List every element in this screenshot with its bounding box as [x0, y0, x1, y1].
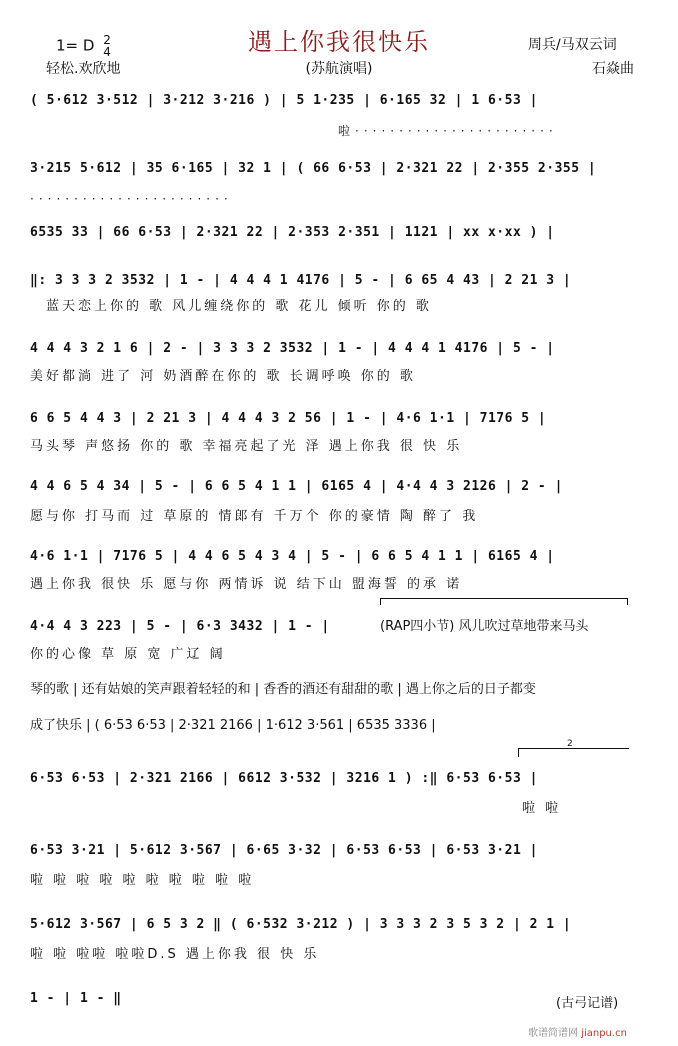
key-label: 1= D: [56, 36, 95, 55]
score-line-1-lyrics: 啦·······················: [338, 124, 558, 138]
score-line-6-lyrics: 马头琴 声悠扬 你的 歌 幸福亮起了光 泽 遇上你我 很 快 乐: [30, 439, 463, 454]
score-line-8-lyrics: 遇上你我 很快 乐 愿与你 两情诉 说 结下山 盟海誓 的承 诺: [30, 577, 463, 592]
score-line-11-rap: 成了快乐 | ( 6·53 6·53 | 2·321 2166 | 1·612 3·561 | 6535 3336 |: [30, 718, 436, 733]
time-signature: [103, 34, 111, 58]
score-line-2-notes: 3·215 5·612 | 35 6·165 | 32 1 | ( 66 6·53 | 2·321 22 | 2·355 2·355 |: [30, 161, 597, 176]
score-line-13-notes: 6·53 3·21 | 5·612 3·567 | 6·65 3·32 | 6·53 6·53 | 6·53 3·21 |: [30, 843, 538, 858]
lyricist-credit: 周兵/马双云词: [528, 37, 617, 53]
score-line-8-notes: 4·6 1·1 | 7176 5 | 4 4 6 5 4 3 4 | 5 - | 6 6 5 4 1 1 | 6165 4 |: [30, 549, 555, 564]
score-line-7-notes: 4 4 6 5 4 34 | 5 - | 6 6 5 4 1 1 | 6165 4 | 4·4 4 3 2126 | 2 - |: [30, 479, 563, 494]
score-line-10-rap: 琴的歌 | 还有姑娘的笑声跟着轻轻的和 | 香香的酒还有甜甜的歌 | 遇上你之后的日子都变: [30, 682, 536, 697]
score-line-6-notes: 6 6 5 4 4 3 | 2 21 3 | 4 4 4 3 2 56 | 1 - | 4·6 1·1 | 7176 5 |: [30, 411, 547, 426]
transcriber-credit: (古弓记谱): [556, 996, 619, 1011]
singer-credit: (苏航演唱): [305, 61, 373, 77]
time-top: 2: [103, 33, 111, 47]
composer-credit: 石焱曲: [592, 61, 634, 77]
score-line-15-notes: 1 - | 1 - ‖: [30, 991, 122, 1006]
tempo-marking: 轻松.欢欣地: [46, 61, 121, 77]
score-line-9-rap: (RAP四小节) 风儿吹过草地带来马头: [380, 619, 589, 634]
watermark-url: jianpu.cn: [581, 1028, 627, 1039]
score-line-3-notes: 6535 33 | 66 6·53 | 2·321 22 | 2·353 2·351 | 1121 | xx x·xx ) |: [30, 225, 555, 240]
score-line-1-notes: ( 5·612 3·512 | 3·212 3·216 ) | 5 1·235 | 6·165 32 | 1 6·53 |: [30, 93, 538, 108]
time-bottom: 4: [103, 45, 111, 59]
score-line-5-notes: 4 4 4 3 2 1 6 | 2 - | 3 3 3 2 3532 | 1 - | 4 4 4 1 4176 | 5 - |: [30, 341, 555, 356]
score-line-5-lyrics: 美好都淌 进了 河 奶酒醉在你的 歌 长调呼唤 你的 歌: [30, 369, 416, 384]
score-line-12-notes: 6·53 6·53 | 2·321 2166 | 6612 3·532 | 3216 1 ) :‖ 6·53 6·53 |: [30, 771, 538, 786]
rap-bracket: [380, 598, 628, 605]
site-watermark: [528, 1024, 627, 1039]
score-line-4-notes: ‖: 3 3 3 2 3532 | 1 - | 4 4 4 1 4176 | 5 - | 6 65 4 43 | 2 21 3 |: [30, 273, 572, 288]
score-line-13-lyrics: 啦 啦 啦 啦 啦 啦 啦 啦 啦 啦: [30, 873, 255, 888]
watermark-prefix: 歌谱简谱网: [528, 1028, 578, 1039]
score-line-2-lyrics: ·······················: [30, 192, 233, 206]
score-line-9-lyrics: 你的心像 草 原 宽 广辽 阔: [30, 647, 226, 662]
volta-number: 2: [567, 739, 573, 749]
score-line-9-notes: 4·4 4 3 223 | 5 - | 6·3 3432 | 1 - |: [30, 619, 330, 634]
score-line-4-lyrics: 蓝天恋上你的 歌 风儿缠绕你的 歌 花儿 倾听 你的 歌: [46, 299, 432, 314]
key-signature: [56, 34, 111, 58]
score-line-14-lyrics: 啦 啦 啦啦 啦啦D.S 遇上你我 很 快 乐: [30, 947, 320, 962]
song-title: 遇上你我很快乐: [248, 28, 430, 56]
score-line-12-lyrics: 啦 啦: [522, 801, 562, 816]
score-line-14-notes: 5·612 3·567 | 6 5 3 2 ‖ ( 6·532 3·212 ) | 3 3 3 2 3 5 3 2 | 2 1 |: [30, 917, 572, 932]
volta-bracket: [518, 739, 629, 757]
score-line-7-lyrics: 愿与你 打马而 过 草原的 情郎有 千万个 你的豪情 陶 醉了 我: [30, 509, 479, 524]
